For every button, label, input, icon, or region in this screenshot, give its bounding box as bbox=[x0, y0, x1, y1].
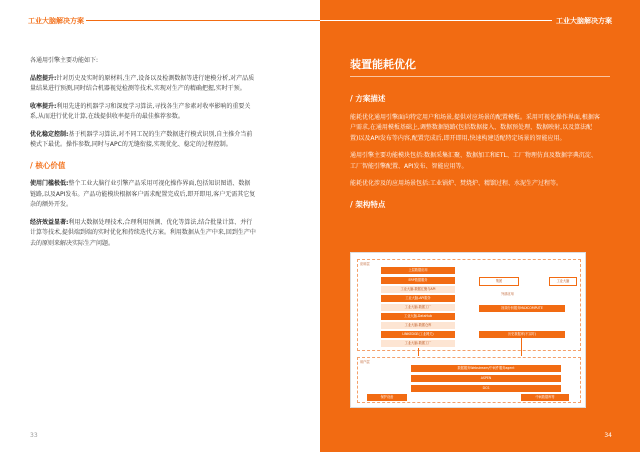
diagram-box: 工业大脑-API服务 bbox=[381, 295, 455, 302]
left-page-number: 33 bbox=[30, 432, 38, 439]
section-description-title: / 方案描述 bbox=[350, 94, 386, 103]
right-page-number: 34 bbox=[604, 432, 612, 439]
feature-quality bbox=[30, 74, 256, 95]
page-title: 装置能耗优化 bbox=[350, 58, 416, 71]
diagram-box: 视频分析服务MAXCOMPUTE bbox=[479, 305, 565, 312]
diagram-box: 中间数据库等 bbox=[521, 394, 569, 401]
left-body bbox=[30, 56, 256, 256]
diagram-box: 集团 bbox=[479, 277, 519, 286]
section-core-value-title: / 核心价值 bbox=[30, 160, 66, 170]
value-text: 利用大数据处理技术,合理利用预测、优化等算法,结合批量计算、并行计算等技术,提供端到端的实时优化和持续迭代方案。利用数据从生产中来,回到生产中去的原则来解决实际生产问题。 bbox=[30, 218, 256, 247]
description-paragraph: 通用引擎主要功能模块包括:数据采集汇聚、数据加工和ETL、工厂物理仿真及数据字典沉淀、工厂智能引擎配置、API发布、智能应用等。 bbox=[350, 152, 597, 170]
connector-line bbox=[521, 338, 522, 356]
right-body bbox=[350, 94, 600, 218]
diagram-box: ERP数据服务 bbox=[381, 277, 455, 284]
value-term: 经济效益显著: bbox=[30, 218, 69, 226]
value-text: 整个工业大脑行业引擎产品采用可视化操作界面,包括知识图谱、数据链路,以及API发布。产品功能模块根据客户需求配置完成后,即开即用,客户无需其它复杂的额外开发。 bbox=[30, 180, 256, 208]
feature-text: 基于机器学习算法,对不同工况的生产数据进行模式识别,自主推介当前模式下最优。操作参数,同时与APC的无缝衔接,实现优化、稳定的过程控制。 bbox=[30, 130, 253, 148]
feature-yield bbox=[30, 102, 256, 123]
right-header-rule bbox=[320, 20, 552, 21]
diagram-box-small: 工业大脑-数据工厂 bbox=[381, 304, 455, 311]
feature-term: 品控提升: bbox=[30, 74, 57, 82]
connector-line bbox=[418, 348, 419, 356]
diagram-box-small: 工业大脑-数据仓库 bbox=[381, 322, 455, 329]
left-header-title: 工业大脑解决方案 bbox=[28, 17, 84, 25]
feature-term: 优化稳定控制: bbox=[30, 130, 69, 138]
value-term: 使用门槛极低: bbox=[30, 180, 69, 187]
diagram-box: 数据服务Webstream/中间件服务agent bbox=[411, 365, 561, 372]
diagram-box: 上层数据应用 bbox=[381, 267, 455, 274]
feature-control bbox=[30, 130, 256, 151]
diagram-box-small: 工业大脑-数据汇聚与API bbox=[381, 286, 455, 293]
app-layer-label: 应用层 bbox=[360, 262, 370, 266]
diagram-box-small: 工业大脑-数据工厂 bbox=[381, 340, 455, 347]
right-page bbox=[320, 0, 640, 452]
section-architecture-title: / 架构特点 bbox=[350, 199, 386, 209]
diagram-box: ASPEN bbox=[411, 375, 561, 382]
feature-text: 针对历史及实时的原材料,生产,设备以及检测数据等进行建模分析,对产品质量结果进行预测,同时结合机器视觉检测等技术,实现对生产的精确把握,实时干预。 bbox=[30, 74, 255, 92]
diagram-note: 外部应用 bbox=[501, 292, 514, 296]
description-paragraph: 能耗优化通用引擎面向特定用户和场景,提供对应场景的配置模板。采用可视化操作界面,根据客户需求,在通用模板基础上,调整数据链路(包括数据接入、数据预处理、数据映射,以及算法配置)以及API发布等内容,配置完成后,即开即用,快速构建适配特定场景的智能应用。 bbox=[350, 113, 600, 142]
feature-text: 利用先进的机器学习和深度学习算法,寻找各生产参素对收率影响的重要关系,从而进行优化计算,在线提供收率提升的最佳推荐参数。 bbox=[30, 102, 251, 120]
left-header-rule bbox=[86, 20, 320, 21]
title-divider bbox=[350, 76, 610, 77]
diagram-box: 工业大脑-DataHub bbox=[381, 313, 455, 320]
diagram-box: 工业大脑 bbox=[549, 277, 577, 286]
intro-text: 各通用引擎主要功能如下: bbox=[30, 57, 99, 64]
value-economic bbox=[30, 218, 256, 250]
diagram-box: DCS bbox=[411, 385, 561, 392]
diagram-box: 保护设备 bbox=[367, 394, 407, 401]
value-low-threshold bbox=[30, 179, 256, 211]
diagram-box: 历史数据库(不实时) bbox=[479, 331, 565, 338]
right-header-title: 工业大脑解决方案 bbox=[556, 17, 612, 25]
feature-term: 收率提升: bbox=[30, 102, 57, 110]
user-layer-label: 用户层 bbox=[360, 360, 370, 364]
architecture-diagram bbox=[350, 252, 586, 408]
diagram-box: LINKEDGE(工业网关) bbox=[381, 331, 455, 338]
description-paragraph: 能耗优化涉及的应用场景包括:工业锅炉、焚烧炉、精馏过程、水泥生产过程等。 bbox=[350, 180, 563, 187]
